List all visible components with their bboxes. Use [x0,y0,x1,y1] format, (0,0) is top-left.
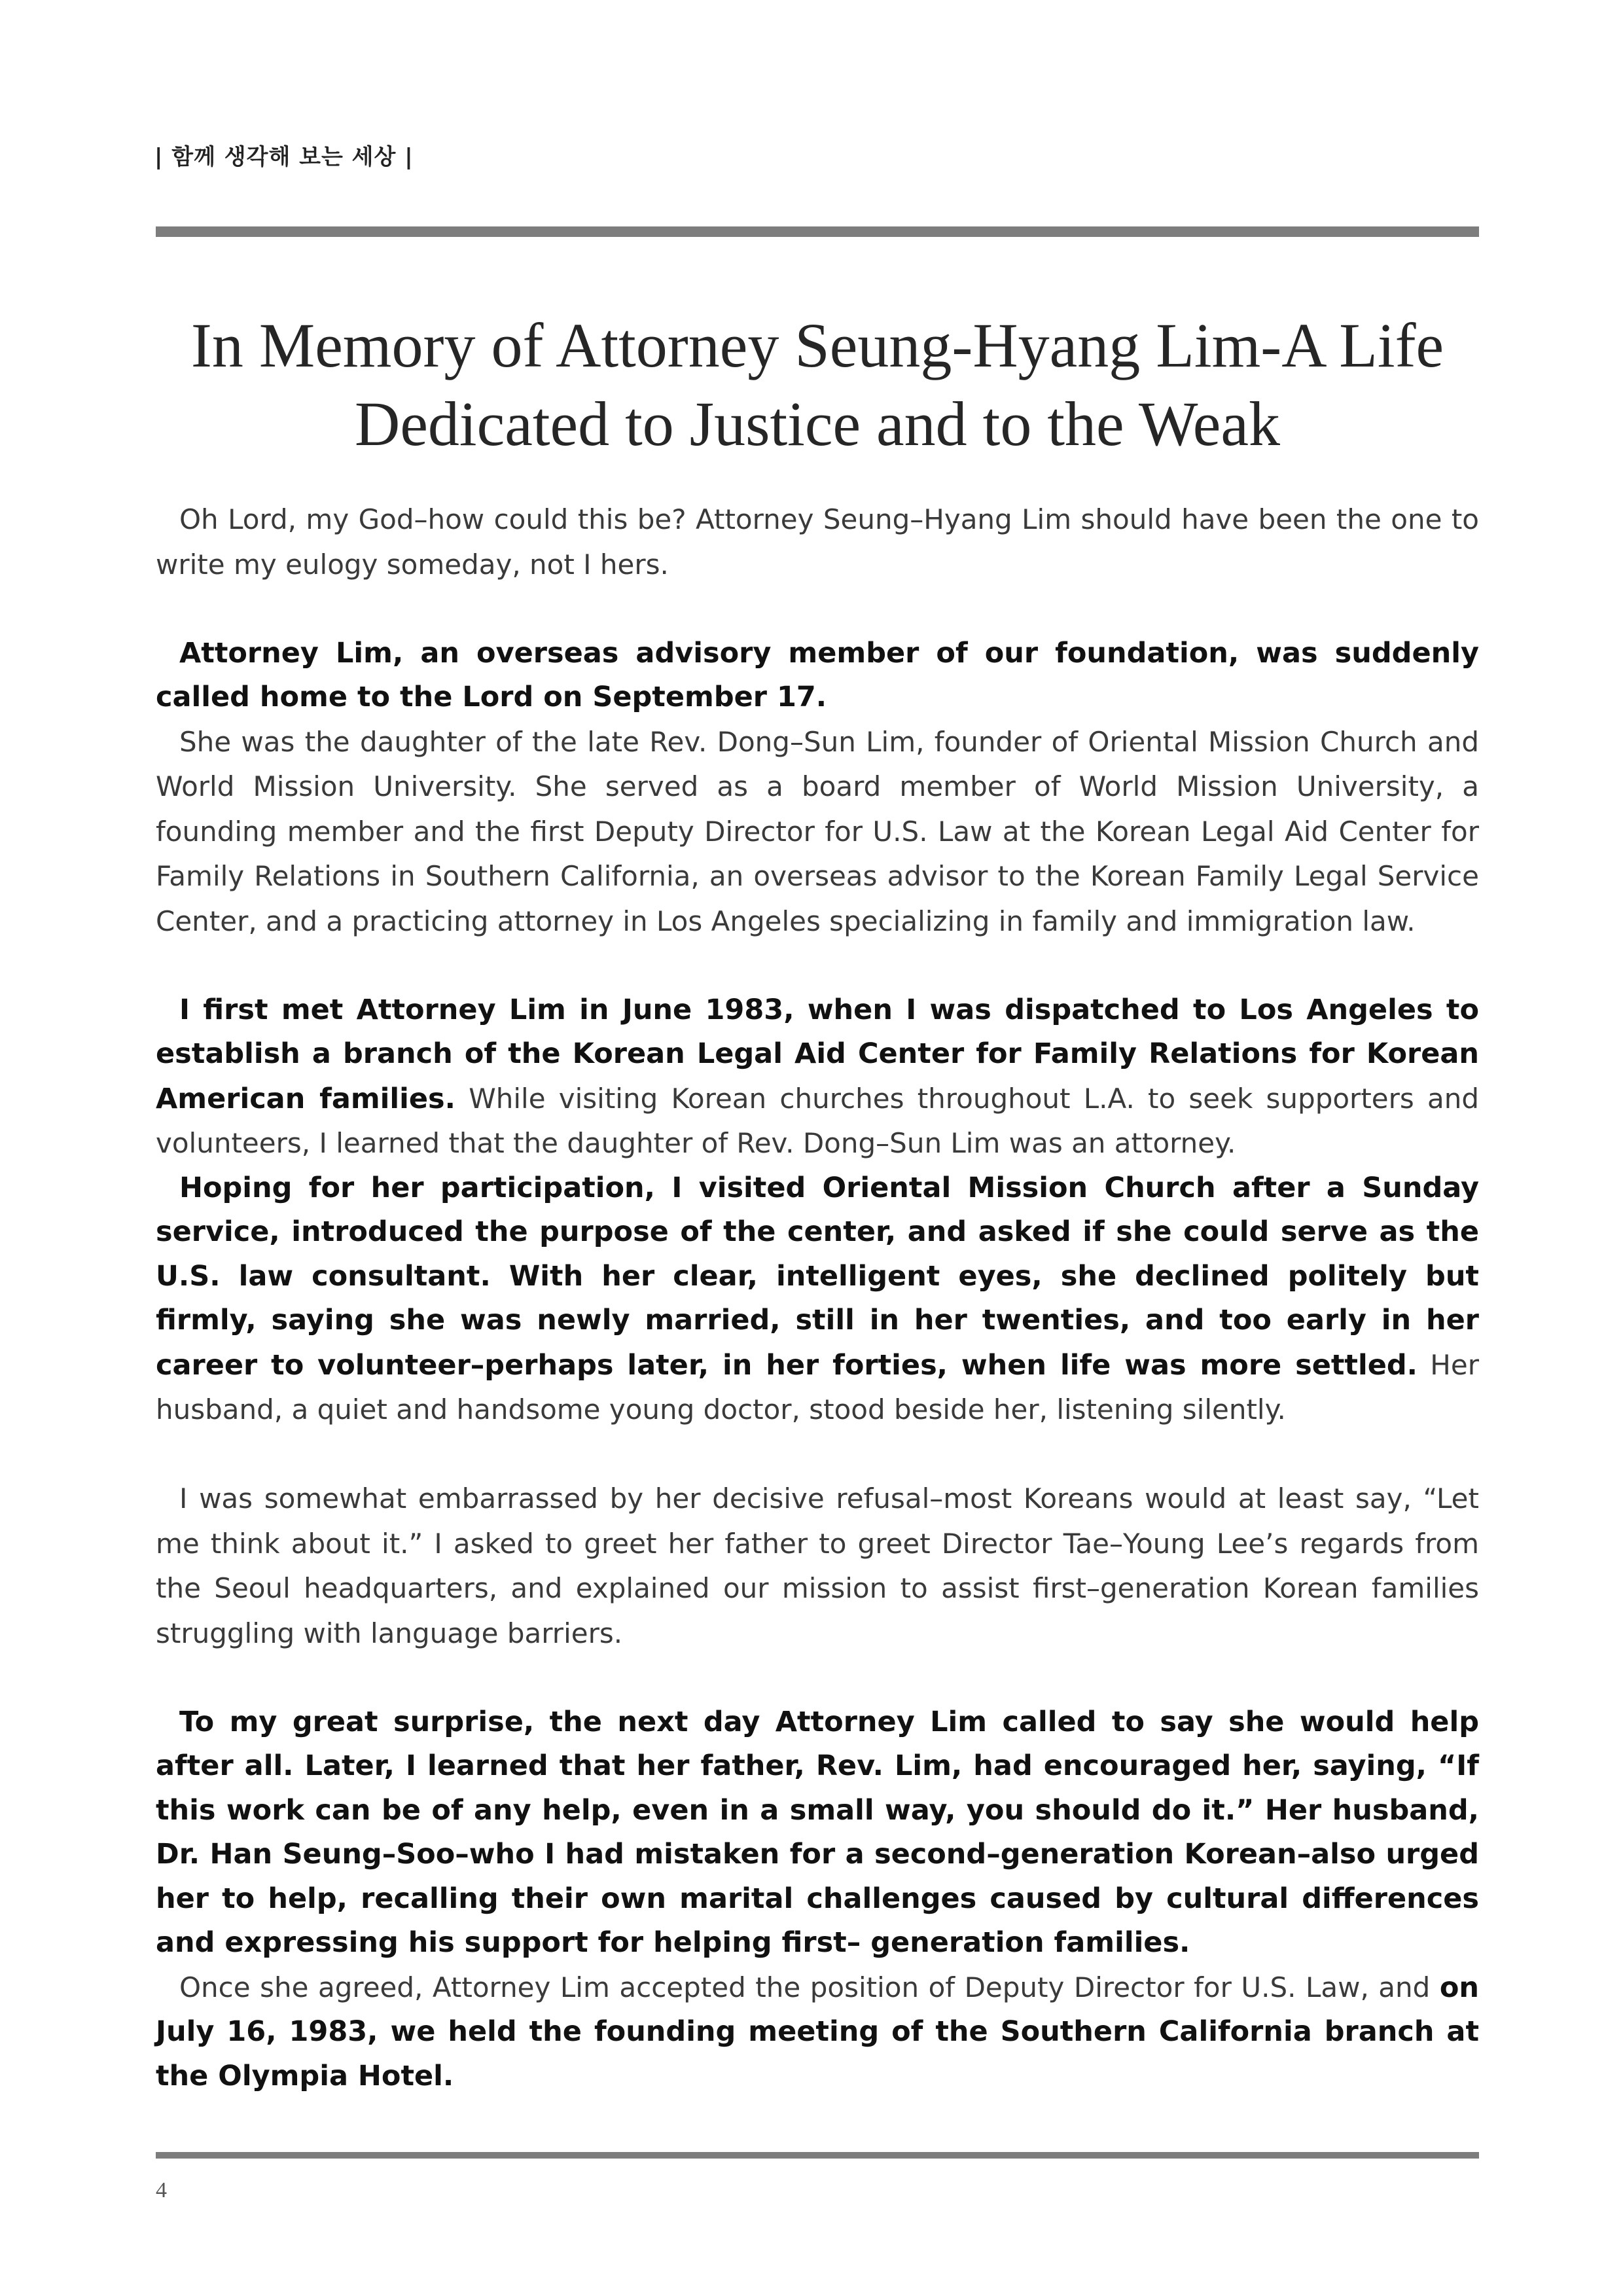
paragraph-biography-text: She was the daughter of the late Rev. Dong–Sun Lim, founder of Oriental Mission Church and World Mission University. She served as a board member of World Mission University, a founding member and the first Deputy Director for U.S. Law at the Korean Legal Aid Center for Family Relations in Southern California, an overseas advisor to the Korean Family Legal Service Center, and a practicing attorney in Los Angeles specializing in family and immigration law. [156,725,1479,937]
paragraph-surprise-text: To my great surprise, the next day Attorney Lim called to say she would help after all. Later, I learned that her father, Rev. Lim, had encouraged her, saying, “If this work can be of any help, even in a small way, you should do it.” Her husband, Dr. Han Seung–Soo–who I had mistaken for a second–generation Korean–also urged her to help, recalling their own marital challenges caused by cultural differences and expressing his support for helping first– generation families. [156,1705,1479,1959]
title-line-2: Dedicated to Justice and to the Weak [354,389,1281,459]
title-line-1: In Memory of Attorney Seung-Hyang Lim-A Life [190,310,1444,380]
paragraph-announcement [156,632,1479,720]
paragraph-first-meeting-rest: While visiting Korean churches throughout L.A. to seek supporters and volunteers, I learned that the daughter of Rev. Dong–Sun Lim was an attorney. [156,1082,1480,1159]
paragraph-church-visit-bold: Hoping for her participation, I visited Oriental Mission Church after a Sunday service, introduced the purpose of the center, and asked if she could serve as the U.S. law consultant. With her clear, intelligent eyes, she declined politely but firmly, saying she was newly married, still in her twenties, and too early in her career to volunteer–perhaps later, in her forties, when life was more settled. [156,1171,1479,1382]
paragraph-first-meeting [156,988,1479,1166]
paragraph-refusal [156,1477,1479,1656]
article-title [156,306,1479,463]
article-body [156,497,1479,2098]
paragraph-first-meeting-bold: I first met Attorney Lim in June 1983, when I was dispatched to Los Angeles to establish a branch of the Korean Legal Aid Center for Family Relations for Korean American families. [156,993,1479,1115]
page-number: 4 [156,2178,167,2202]
paragraph-announcement-text: Attorney Lim, an overseas advisory member of our foundation, was suddenly called home to the Lord on September 17. [156,636,1479,713]
paragraph-refusal-text: I was somewhat embarrassed by her decisive refusal–most Koreans would at least say, “Let me think about it.” I asked to greet her father to greet Director Tae–Young Lee’s regards from the Seoul headquarters, and explained our mission to assist first–generation Korean families struggling with language barriers. [156,1482,1479,1649]
section-label: | 함께 생각해 보는 세상 | [154,144,414,170]
paragraph-founding [156,1965,1479,2099]
paragraph-biography [156,720,1479,944]
paragraph-church-visit-rest: Her husband, a quiet and handsome young doctor, stood beside her, listening silently. [156,1348,1479,1426]
paragraph-surprise [156,1700,1479,1965]
paragraph-church-visit [156,1166,1479,1433]
bottom-divider [156,2152,1479,2159]
paragraph-founding-start: Once she agreed, Attorney Lim accepted the position of Deputy Director for U.S. Law, and [179,1971,1440,2003]
top-divider [156,226,1479,237]
paragraph-intro [156,497,1479,587]
paragraph-intro-text: Oh Lord, my God–how could this be? Attorney Seung–Hyang Lim should have been the one to write my eulogy someday, not I hers. [156,503,1479,581]
paragraph-founding-bold: on July 16, 1983, we held the founding meeting of the Southern California branch at the Olympia Hotel. [156,1971,1479,2092]
